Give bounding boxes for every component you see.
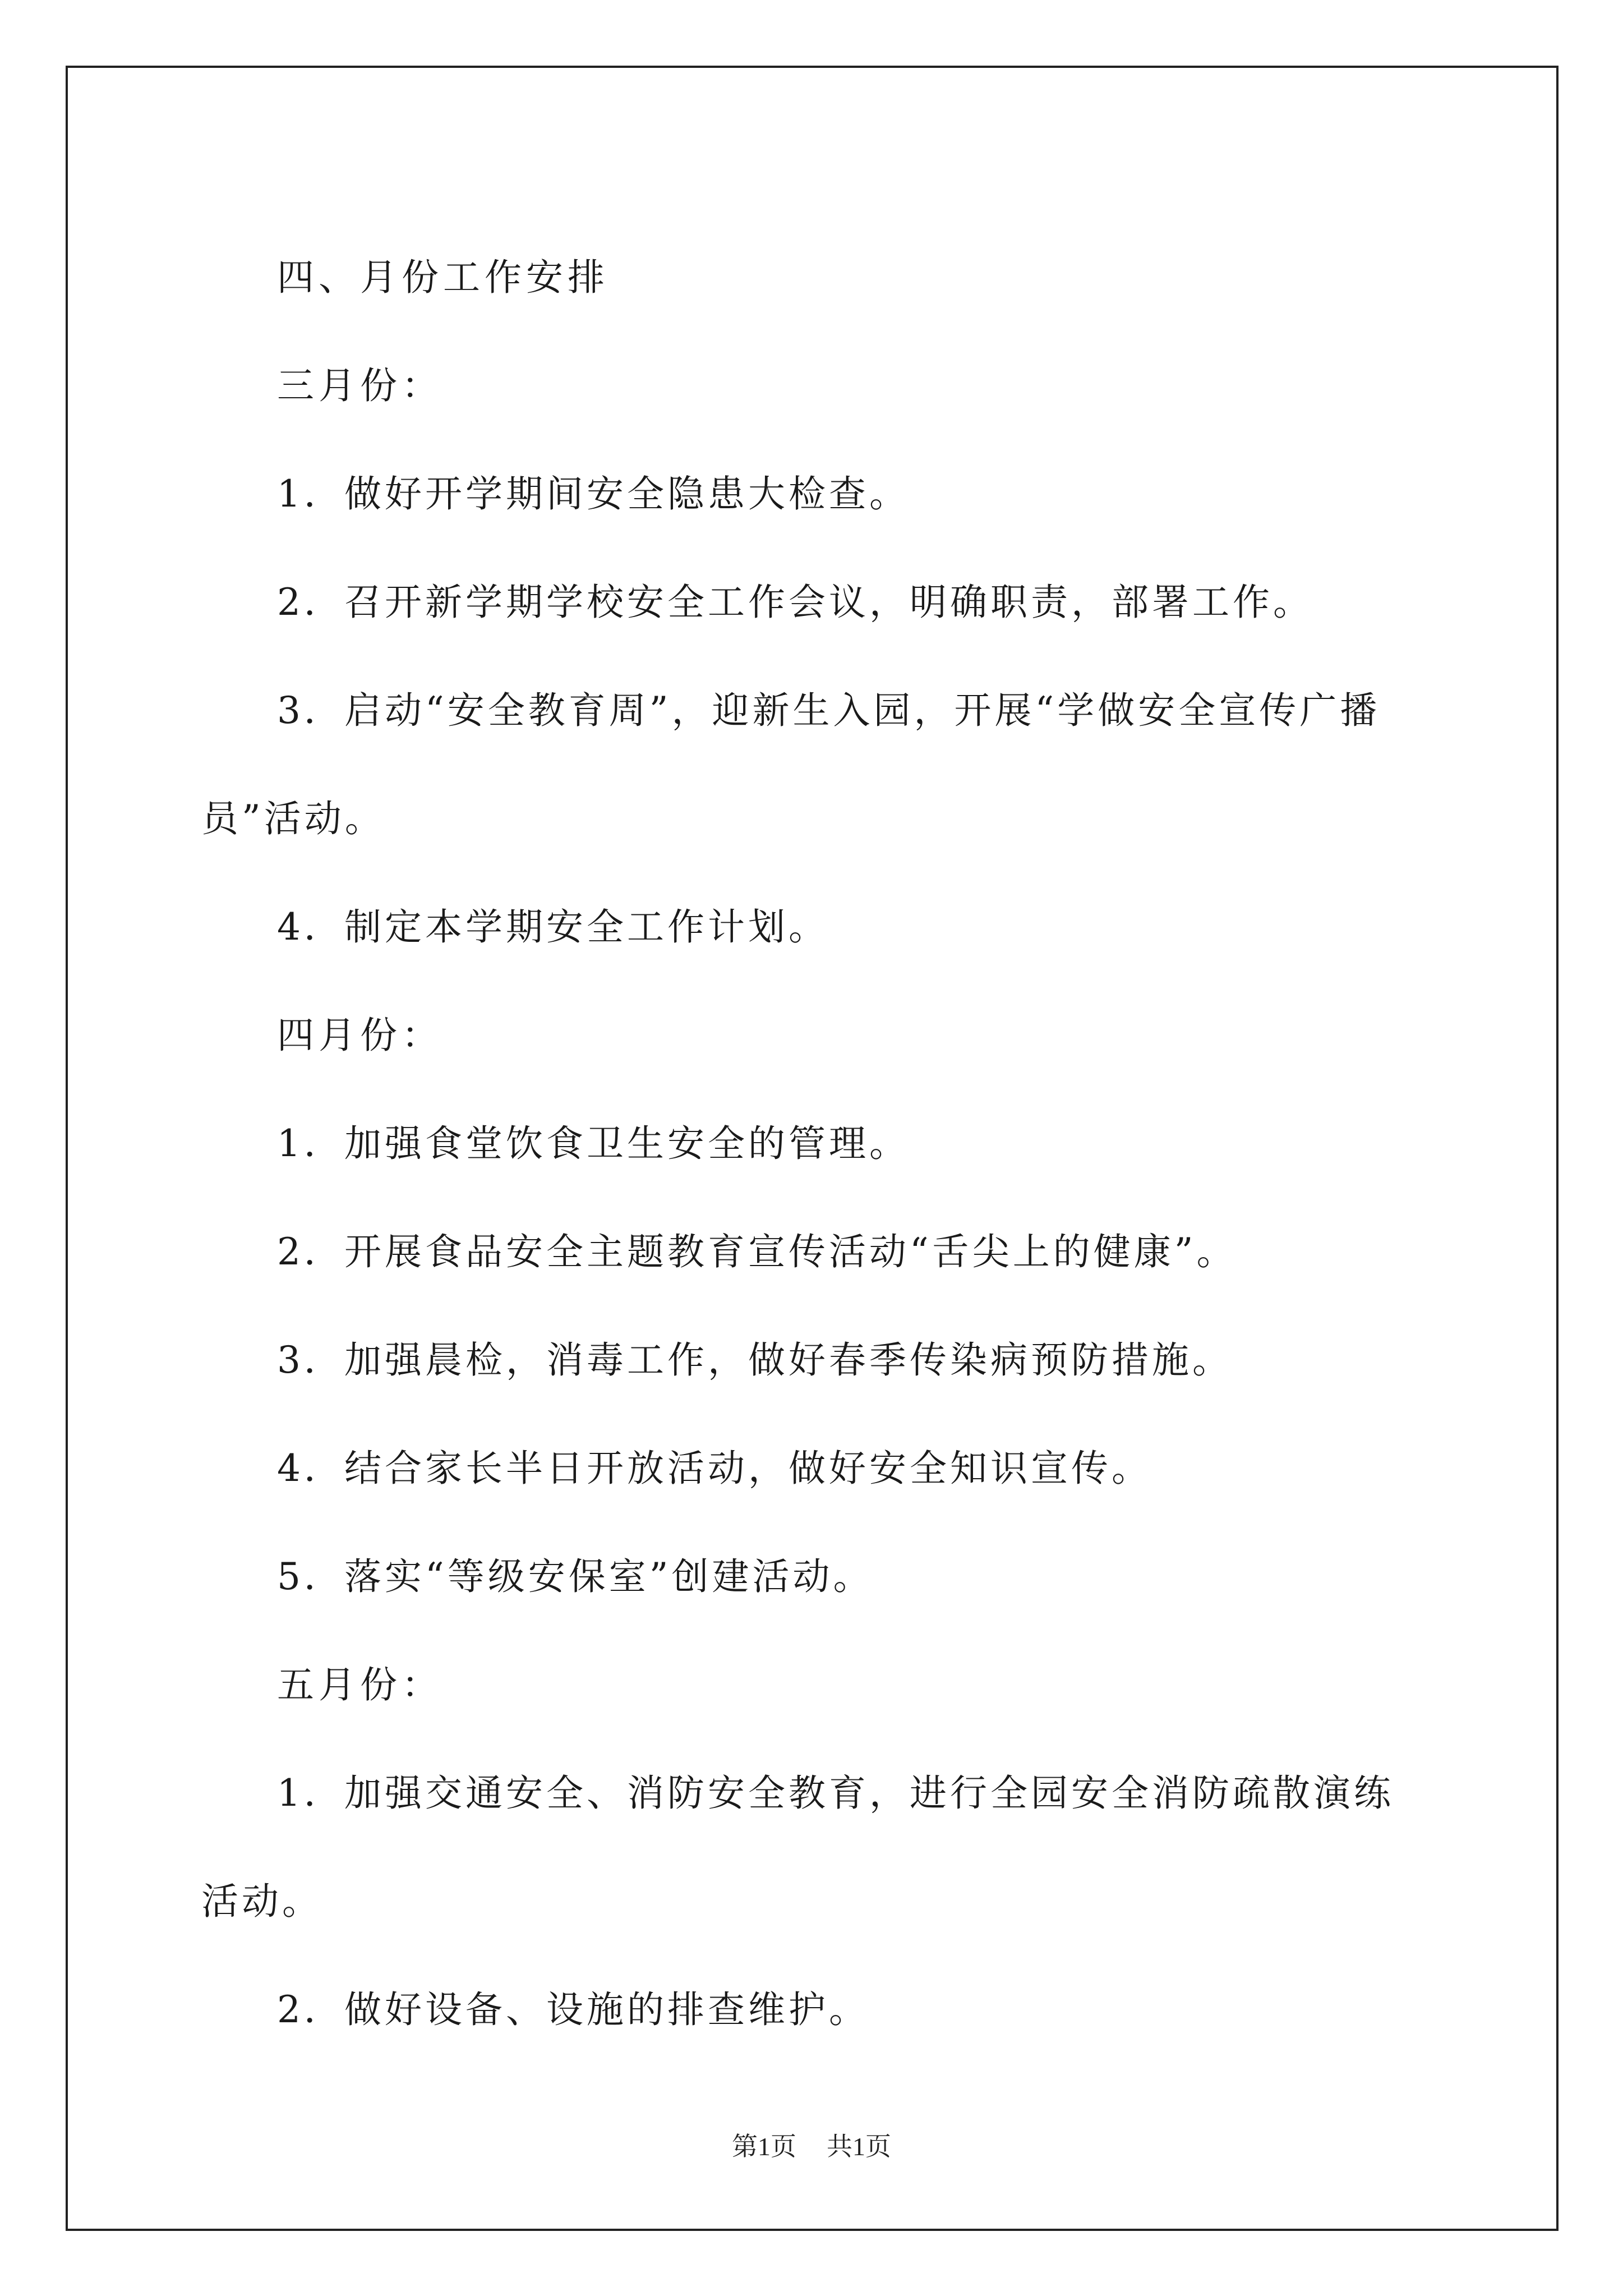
- page-footer: [0, 2126, 1623, 2163]
- list-item: 1．加强食堂饮食卫生安全的管理。: [277, 1122, 910, 1165]
- month-heading-april: 四月份：: [277, 1014, 443, 1057]
- list-item: 4．制定本学期安全工作计划。: [277, 905, 829, 949]
- list-item: 3．启动“安全教育周”，迎新生入园，开展“学做安全宣传广播员”活动。: [201, 689, 1381, 840]
- list-item: 3．加强晨检，消毒工作，做好春季传染病预防措施。: [277, 1338, 1233, 1382]
- list-item: 4．结合家长半日开放活动，做好安全知识宣传。: [277, 1447, 1152, 1490]
- month-heading-may: 五月份：: [277, 1663, 443, 1706]
- document-body: [201, 223, 1424, 2064]
- month-heading-march: 三月份：: [277, 364, 443, 407]
- list-item: 5．落实“等级安保室”创建活动。: [277, 1555, 874, 1598]
- section-heading: 四、月份工作安排: [277, 256, 609, 299]
- page-number: 第1页: [732, 2132, 796, 2161]
- list-item: 1．做好开学期间安全隐患大检查。: [277, 472, 910, 516]
- list-item: 1．加强交通安全、消防安全教育，进行全园安全消防疏散演练活动。: [201, 1772, 1394, 1923]
- list-item: 2．做好设备、设施的排查维护。: [277, 1988, 869, 2031]
- page-total: 共1页: [827, 2132, 891, 2161]
- list-item: 2．开展食品安全主题教育宣传活动“舌尖上的健康”。: [277, 1230, 1237, 1273]
- list-item: 2．召开新学期学校安全工作会议，明确职责，部署工作。: [277, 581, 1313, 624]
